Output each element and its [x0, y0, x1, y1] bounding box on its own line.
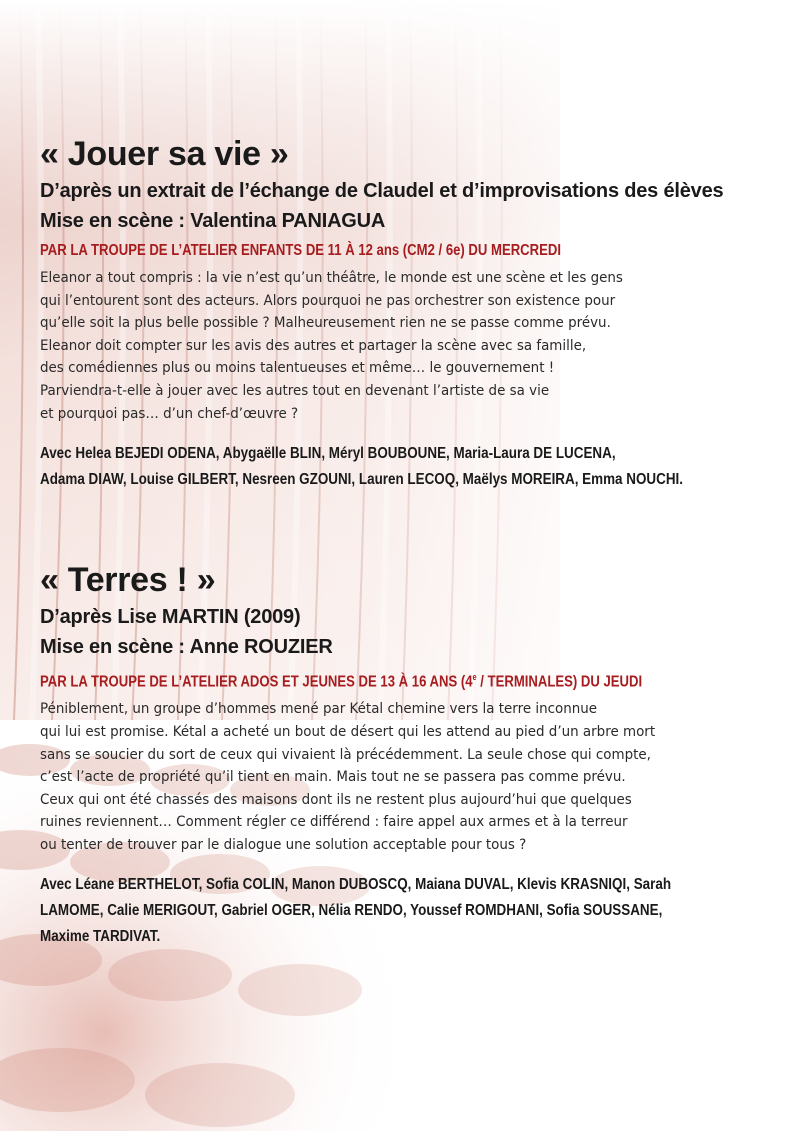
description-line: qui lui est promise. Kétal a acheté un bout de désert qui les attend au pied d’un arbre mort [40, 723, 656, 740]
description-line: des comédiennes plus ou moins talentueuses et même… le gouvernement ! [40, 360, 555, 377]
troupe-line: PAR LA TROUPE DE L’ATELIER ENFANTS DE 11 À 12 ans (CM2 / 6e) DU MERCREDI [40, 242, 561, 259]
play-section-jouer-sa-vie [40, 132, 780, 493]
cast-list [40, 441, 684, 493]
description-line: Eleanor a tout compris : la vie n’est qu’un théâtre, le monde est une scène et les gens [40, 270, 623, 286]
cast-line: Avec Léane BERTHELOT, Sofia COLIN, Manon DUBOSCQ, Maiana DUVAL, Klevis KRASNIQI, Sarah [40, 876, 672, 894]
description-line: qui l’entourent sont des acteurs. Alors pourquoi ne pas orchestrer son existence pour [40, 292, 616, 309]
description-line: Péniblement, un groupe d’hommes mené par Kétal chemine vers la terre inconnue [40, 701, 598, 718]
troupe-line [40, 666, 647, 693]
cast-line: Avec Helea BEJEDI ODENA, Abygaëlle BLIN, Méryl BOUBOUNE, Maria-Laura DE LUCENA, [40, 445, 616, 463]
troupe-text-start: PAR LA TROUPE DE L’ATELIER ADOS ET JEUNES DE 13 À 16 ANS (4 [40, 673, 473, 691]
description-line: ou tenter de trouver par le dialogue une solution acceptable pour tous ? [40, 836, 527, 853]
troupe-text-end: / TERMINALES) DU JEUDI [476, 673, 643, 691]
play-title: « Terres ! » [40, 561, 216, 599]
description-line: ruines reviennent… Comment régler ce différend : faire appel aux armes et à la terreur [40, 814, 628, 831]
play-director: Mise en scène : Valentina PANIAGUA [40, 210, 386, 232]
play-director: Mise en scène : Anne ROUZIER [40, 636, 333, 658]
description-line: sans se soucier du sort de ceux qui vivaient là précédemment. La seule chose qui compte, [40, 746, 651, 763]
description-line: Parviendra-t-elle à jouer avec les autres tout en devenant l’artiste de sa vie [40, 382, 550, 399]
description-line: qu’elle soit la plus belle possible ? Malheureusement rien ne se passe comme prévu. [40, 315, 611, 332]
cast-line: LAMOME, Calie MERIGOUT, Gabriel OGER, Nélia RENDO, Youssef ROMDHANI, Sofia SOUSSANE, [40, 902, 663, 920]
play-source: D’après un extrait de l’échange de Claudel et d’improvisations des élèves [40, 180, 724, 202]
cast-line: Adama DIAW, Louise GILBERT, Nesreen GZOUNI, Lauren LECOQ, Maëlys MOREIRA, Emma NOUCHI. [40, 471, 684, 489]
play-source: D’après Lise MARTIN (2009) [40, 606, 301, 628]
description-line: Eleanor doit compter sur les avis des autres et partager la scène avec sa famille, [40, 337, 587, 354]
description-line: et pourquoi pas… d’un chef-d’œuvre ? [40, 405, 299, 422]
cast-line: Maxime TARDIVAT. [40, 928, 161, 946]
troupe-superscript: e [472, 672, 477, 682]
play-description [40, 267, 750, 425]
play-description [40, 698, 750, 856]
description-line: Ceux qui ont été chassés des maisons dont ils ne restent plus aujourd’hui que quelques [40, 791, 632, 808]
play-section-terres [40, 558, 780, 950]
play-title: « Jouer sa vie » [40, 135, 289, 173]
cast-list [40, 872, 672, 950]
description-line: c’est l’acte de propriété qu’il tient en main. Mais tout ne se passera pas comme prévu. [40, 769, 626, 786]
